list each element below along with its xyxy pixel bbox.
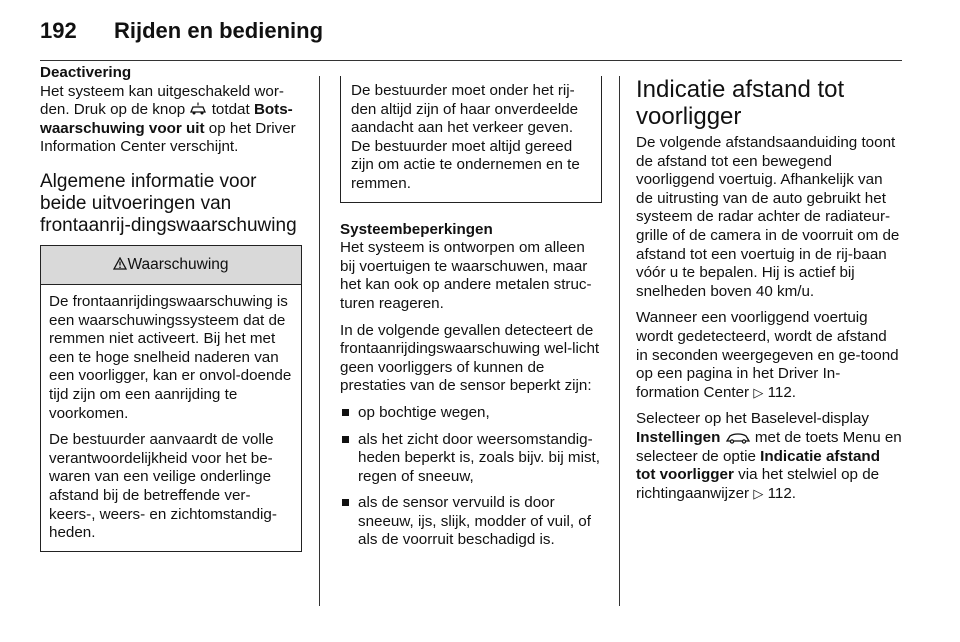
settings-bold: Instellingen: [636, 428, 721, 446]
page-ref-2: 112.: [767, 484, 797, 502]
list-item-text: als het zicht door weersomstandig-heden beperkt is, zoals bijv. bij mist, regen of sneeuw,: [358, 430, 600, 485]
warning-paragraph-1: De frontaanrijdingswaarschuwing is een waarschuwingssysteem dat de remmen niet activeert. Bij het met een te hoge snelheid naderen van een voorligger, kan er onvol-doende tijd zijn om een aanrijding te voorkomen.: [49, 292, 292, 422]
bullet-icon: [342, 409, 349, 416]
deactivation-bold: Bots-waarschuwing voor uit: [40, 101, 293, 137]
header-rule: [40, 60, 902, 61]
option-bold: Indicatie afstand tot voorligger: [636, 447, 880, 484]
section-heading: Algemene informatie voor beide uitvoeringen van frontaanrij-dingswaarschuwing: [40, 170, 297, 236]
car-settings-icon: [725, 432, 751, 444]
deactivation-paragraph: [40, 83, 302, 157]
page-ref-1: 112.: [767, 383, 797, 401]
deactivation-text-3: op het Driver Information Center verschijnt.: [40, 119, 296, 156]
list-item: [340, 404, 602, 423]
warning-body: [41, 285, 301, 543]
limits-heading: Systeembeperkingen: [340, 220, 493, 238]
list-item: [340, 494, 602, 550]
cases-intro: In de volgende gevallen detecteert de frontaanrijdingswaarschuwing wel-licht geen voorliggers of kunnen de prestaties van de sensor beperkt zijn:: [340, 321, 600, 395]
list-item: [340, 431, 602, 487]
distance-paragraph-2: [636, 309, 902, 402]
page-ref-arrow-icon: ▷: [753, 384, 764, 400]
settings-text-c: via het stelwiel op de richtingaanwijzer: [636, 466, 880, 502]
warning-title: Waarschuwing: [127, 255, 229, 273]
column-divider-1: [319, 76, 320, 606]
page-header: [40, 18, 323, 44]
deactivation-text-2: totdat: [211, 101, 250, 119]
column-divider-2: [619, 76, 620, 606]
distance-paragraph-3: [636, 410, 902, 503]
note-box: [340, 76, 602, 203]
section-title: Indicatie afstand tot voorligger: [636, 76, 845, 130]
deactivation-heading: Deactivering: [40, 64, 132, 81]
warning-box: [40, 245, 302, 552]
page-number: 192: [40, 18, 77, 43]
page-ref-arrow-icon: ▷: [753, 485, 764, 501]
distance-paragraph-1: De volgende afstandsaanduiding toont de afstand tot een bewegend voorliggend voertuig. Afhankelijk van de uitrusting van de auto gebruikt het systeem de radar achter de radiateur-grille of de camera in de voorruit om de afstand tot een voertuig in de rij-baan vóór u te bepalen. Hij is actief bij snelheden boven 40 km/u.: [636, 134, 900, 300]
column-2: [340, 64, 602, 558]
deactivation-text: Het systeem kan uitgeschakeld wor-den. Druk op de knop: [40, 82, 284, 119]
bullet-icon: [342, 436, 349, 443]
warning-paragraph-2: De bestuurder aanvaardt de volle verantwoordelijkheid voor het be-waren van een veilige onderlinge afstand bij de betreffende ver-keers-, weers- en zichtomstandig-heden.: [49, 431, 277, 542]
page-title: Rijden en bediening: [114, 18, 324, 43]
list-item-text: als de sensor vervuild is door sneeuw, ijs, slijk, modder of vuil, of als de voorruit beschadigd is.: [358, 494, 591, 549]
column-3: [636, 76, 902, 511]
settings-text-a: Selecteer op het Baselevel-display: [636, 410, 870, 428]
limits-list: [340, 404, 602, 550]
list-item-text: op bochtige wegen,: [358, 403, 490, 421]
collision-warning-icon: [189, 102, 207, 116]
limits-text: Het systeem is ontworpen om alleen bij voertuigen te waarschuwen, maar het kan ook op andere metalen struc-turen reageren.: [340, 239, 592, 312]
settings-text-b: met de toets Menu en selecteer de optie: [636, 428, 902, 465]
warning-triangle-icon: [113, 257, 127, 270]
warning-header: [41, 245, 301, 285]
bullet-icon: [342, 499, 349, 506]
distance-text: Wanneer een voorliggend voertuig wordt gedetecteerd, wordt de afstand in seconden weergegeven en ge-toond op een pagina in het Driver In-formation Center: [636, 309, 899, 401]
column-1: [40, 64, 302, 552]
note-text: De bestuurder moet onder het rij-den altijd zijn of haar onverdeelde aandacht aan het verkeer geven. De bestuurder moet altijd gereed zijn om actie te ondernemen en te remmen.: [351, 82, 580, 192]
